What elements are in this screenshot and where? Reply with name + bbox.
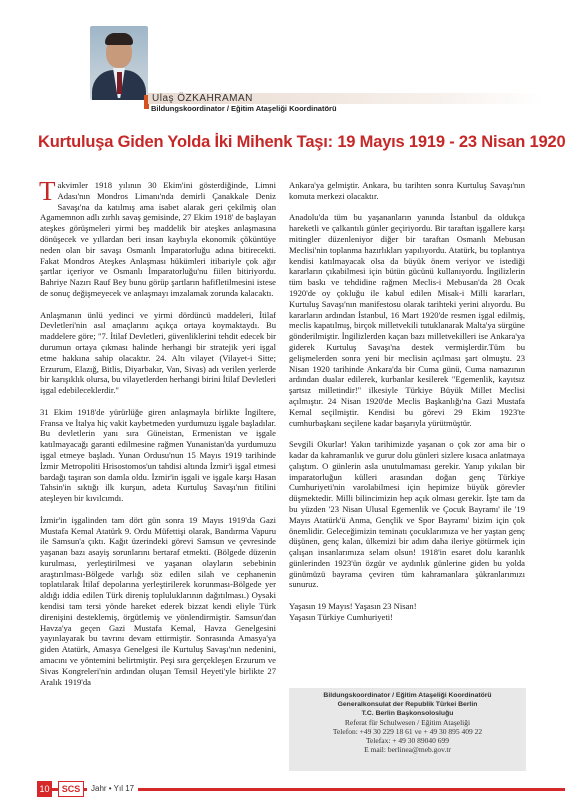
contact-email: E mail: berlinea@meb.gov.tr <box>364 745 451 754</box>
article-paragraph: 31 Ekim 1918'de yürürlüğe giren anlaşmayla birlikte İngiltere, Fransa ve İtalya hiç vakit kaybetmeden yurdumuzu işgale başladılar. Bu devletlerin yanı sıra Güneistan, Ermenistan ve işgale katılmayacağı garanti edilmesine rağmen Yunanistan'da yurdumuzu işgal etmeye başladı. Yunan Ordusu'nun 15 Mayıs 1919 tarihinde İzmir Metropoliti Hrisostomos'un tahdisi altında İzmir'i işgal etmesi bardağı taşıran son damla oldu. İzmir'in işgali ve işgale karşı Hasan Tahsin'in sıktığı ilk kurşun, adeta Kurtuluş Savaşı'nın fitilini ateşleyen bir kıvılcımdı. <box>40 406 276 504</box>
contact-consulate-de: Generalkonsulat der Republik Türkei Berlin <box>337 701 478 708</box>
page-footer <box>0 778 565 800</box>
author-role: Bildungskoordinator / Eğitim Ataşeliği Koordinatörü <box>151 104 337 113</box>
issue-label: Jahr • Yıl 17 <box>87 782 138 796</box>
article-paragraph: Takvimler 1918 yılının 30 Ekim'ini gösterdiğinde, Limni Adası'nın Mondros Limanı'nda demirli Çanakkale Deniz Savaşı'na da katılmış ama isabet alarak geri çekilmiş olan Agamemnon adlı zırhlı savaş gemisinde, 27 Ekim 1918' de başlayan ateşkes görüşmeleri yirmi beş maddelik bir ateşkes anlaşmasına dönüşecek ve yıllardan beri insan kaybıyla ekonomik çöküntüye neden olan bir savaşı Osmanlı İmparatorluğu adına bitirecekti. Fakat Mondros Ateşkes Anlaşması hükümleri itibariyle çok ağır şartlar içeriyor ve Osmanlı İmparatorluğu'nu fiilen bitiriyordu. Bahriye Nazırı Rauf Bey bunu görüp şartların hafifletilmesini istese de sonuç değişmeyecek ve anlaşmayı imzalamak zorunda kalacaktı. <box>39 176 276 298</box>
contact-fax: Telefax: + 49 30 89040 699 <box>365 736 450 745</box>
article-column-right <box>289 180 525 623</box>
page-number: 10 <box>37 781 52 797</box>
magazine-logo: SCS <box>58 781 84 797</box>
article-paragraph: İzmir'in işgalinden tam dört gün sonra 19 Mayıs 1919'da Gazi Mustafa Kemal Atatürk 9. Ordu Müfettişi olarak, Bandırma Vapuru ile Samsun'a çıktı. Kağıt üzerindeki görevi Samsun ve çevresinde yaşanan bazı asayiş sorunlarını bertaraf etmekti. (Bölgede düzenin kurulması, yerleştirilmesi ve yaşanan olayların sebebinin araştırılması-Bölgede varlığı söz edilen silah ve cephanenin toplatılarak İtilaf depolarına yerleştirilerek korunması-Bölgede yer aldığı iddia edilen Türk direniş topluluklarının dağıtılması.) Oysaki kendisi tam tersi yönde hareket ederek bizzat kendi eliyle Türk direnişini desteklemiş, örgütlemiş ve yönlendirmiştir. Samsun'dan Havza'ya geçen Gazi Mustafa Kemal, Havza Genelgesini yayınlayarak bu tavrını devam ettirmiştir. Sonrasında Amasya'ya giden Atatürk, Amasya Genelgesi ile Kurtuluş Savaşı'nın nedenini, amacını ve yöntemini belirtmiştir. Peşi sıra gerçekleşen Erzurum ve Sivas Kongreleri'nin ardından oluşan Temsil Heyeti'yle birlikte 27 Aralık 1919'da <box>40 514 276 687</box>
article-paragraph: Ankara'ya gelmiştir. Ankara, bu tarihten sonra Kurtuluş Savaşı'nın komuta merkezi olacaktır. <box>289 180 525 201</box>
contact-role: Bildungskoordinator / Eğitim Ataşeliği Koordinatörü <box>323 692 492 699</box>
article-paragraph: Sevgili Okurlar! Yakın tarihimizde yaşanan o çok zor ama bir o kadar da kahramanlık ve gurur dolu günleri sizlere kısaca anlatmaya çalıştım. O günlerin asla unutulmaması gerekir. Yanıp yıkılan bir imparatorluğun külleri arasından doğan genç Türkiye Cumhuriyeti'nin varolabilmesi için hepimize büyük görevler düşmektedir. Milli bilincimizin hep açık olması gerekir. İşte tam da bu yüzden '23 Nisan Ulusal Egemenlik ve Çocuk Bayramı' ile '19 Mayıs Atatürk'ü Anma, Gençlik ve Spor Bayramı' bizim için çok önemlidir. Geleceğimizin teminatı çocuklarımıza ve her yaştan genç düşünen, genç kalan, ülkemizi bir adım daha ileriye götürmek için çalışan insanlarımıza selam olsun! 1918'in esaret dolu karanlık günlerinden 1923'ün özgür ve aydınlık günlerine giden bu yolda günümüzü bayrama çeviren tüm kahramanlara şükranlarımızı sunuruz. <box>289 439 525 590</box>
contact-department: Referat für Schulwesen / Eğitim Ataşeliği <box>344 718 471 727</box>
drop-cap: T <box>39 176 56 206</box>
contact-box <box>289 688 526 771</box>
article-title: Kurtuluşa Giden Yolda İki Mihenk Taşı: 19 Mayıs 1919 - 23 Nisan 1920 <box>38 133 565 151</box>
article-paragraph: Anlaşmanın ünlü yedinci ve yirmi dördüncü maddeleri, İtilaf Devletleri'nin asıl amaçlarını açıkça ortaya koymaktaydı. Bu maddelere göre; "7. İtilaf Devletleri, güvenliklerini tehdit edecek bir durumun ortaya çıkması halinde herhangi bir stratejik yeri işgal etme hakkına sahip olacaktır. 24. Altı vilayet (Vilayet-i Sitte; Erzurum, Elazığ, Bitlis, Diyarbakır, Van, Sivas) adı verilen yerlerde bir karışıklık olursa, bu vilayetlerden herhangi birini İtilaf Devletleri işgal edebileceklerdir." <box>40 309 276 396</box>
article-column-left <box>39 176 276 687</box>
author-name: Ulaş ÖZKAHRAMAN <box>152 93 253 104</box>
author-photo <box>90 26 148 100</box>
contact-phone: Telefon: +49 30 229 18 61 ve + 49 30 895 409 22 <box>332 727 483 736</box>
contact-consulate-tr: T.C. Berlin Başkonsolosluğu <box>361 710 454 717</box>
article-closing: Yaşasın 19 Mayıs! Yaşasın 23 Nisan! Yaşasın Türkiye Cumhuriyeti! <box>289 601 417 622</box>
article-paragraph: Anadolu'da tüm bu yaşananların yanında İstanbul da oldukça hareketli ve çalkantılı günler geçiriyordu. Bir taraftan işgallere karşı mitingler düzenleniyor diğer bir taraftan Osmanlı Mebusan Meclisi'nin toplanma hazırlıkları yapılıyordu. Atatürk, bu toplantıya kendisi katılmayacak olsa da büyük önem veriyor ve istediği kararların çıkabilmesi için bütün gücünü kullanıyordu. İngilizlerin tüm baskı ve tehdidine rağmen Meclis-i Mebusan'da 28 Ocak 1920'de oy çokluğu ile kabul edilen Misak-i Milli kararları, Kurtuluş Savaşı'nın manifestosu olarak tarihteki yerini alıyordu. Bu kararların ardından İstanbul, 16 Mart 1920'de resmen işgal edilmiş, meclis kapatılmış, birçok milletvekili tutuklanarak Malta'ya sürgüne gönderilmiştir. İngilizlerden kaçan bazı milletvekilleri ise Ankara'ya giderek Kurtuluş Savaşı'na destek vermişlerdir.Tüm bu gelişmelerden sonra yeni bir meclisin açılması şart olmuştu. 23 Nisan 1920 tarihinde Ankara'da bir Cuma günü, Cuma namazının ardından dualar edilerek, kurbanlar kesilerek "Egemenlik, kayıtsız şartsız milletindir!" ilkesiyle Türkiye Büyük Millet Meclisi açılmıştır. 24 Nisan 1920'de Meclis Başkanlığı'na Gazi Mustafa Kemal seçilmiştir. Kendisi bu görevi 29 Ekim 1923'te cumhurbaşkanı seçilene kadar başarıyla yürütmüştür. <box>289 212 525 428</box>
